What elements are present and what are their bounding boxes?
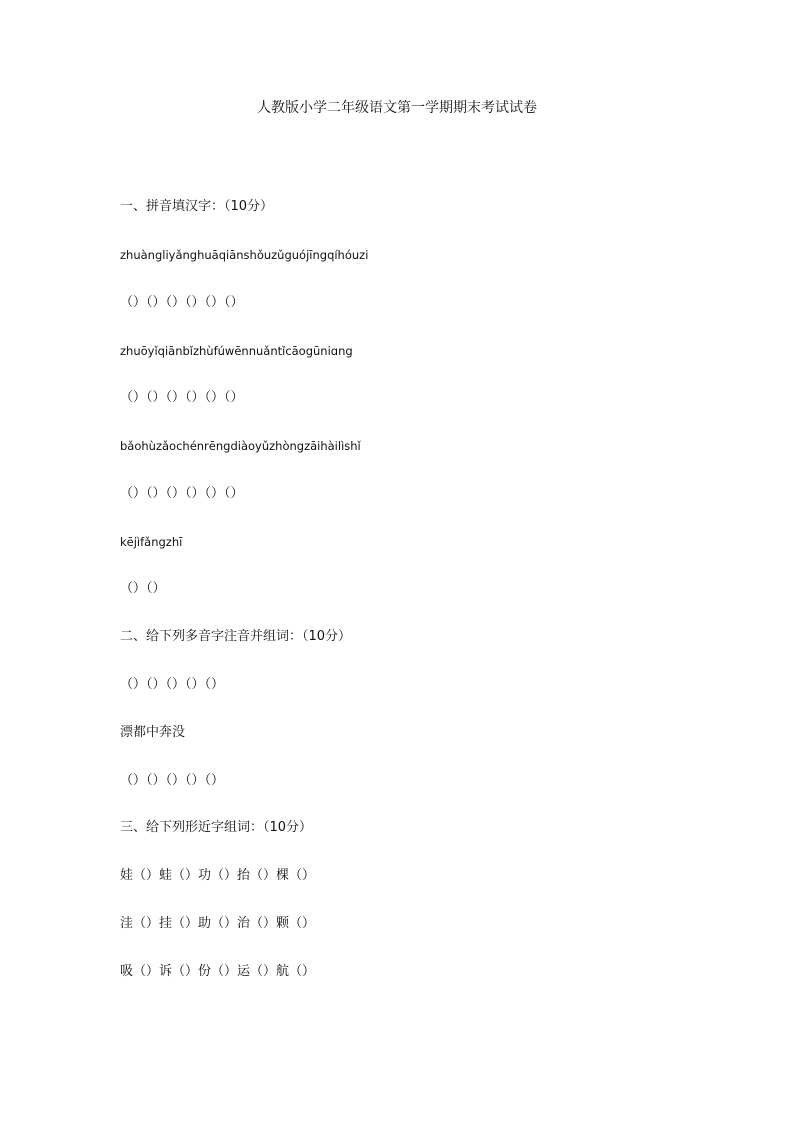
section-3-heading: 三、给下列形近字组词：（10分） <box>120 820 313 835</box>
blanks-line-2: （）（）（）（）（）（） <box>120 390 244 405</box>
polyphone-blanks-bottom: （）（）（）（）（） <box>120 773 225 788</box>
blanks-line-4: （）（） <box>120 581 166 596</box>
polyphone-characters: 漂都中奔没 <box>120 725 186 740</box>
similar-chars-row-2: 洼（）挂（）助（）治（）颗（） <box>120 916 316 931</box>
pinyin-line-3: bǎohùzǎochénrēngdiàoyǔzhòngzāihàilìshǐ <box>120 439 361 453</box>
pinyin-line-4: kējìfǎngzhī <box>120 535 183 549</box>
exam-title: 人教版小学二年级语文第一学期期末考试试卷 <box>257 100 537 116</box>
similar-chars-row-3: 吸（）诉（）份（）运（）航（） <box>120 964 316 979</box>
blanks-line-1: （）（）（）（）（）（） <box>120 295 244 310</box>
pinyin-line-2: zhuōyǐqiānbǐzhùfúwēnnuǎntǐcāogūniɑng <box>120 344 353 358</box>
similar-chars-row-1: 娃（）蛙（）功（）抬（）棵（） <box>120 868 316 883</box>
polyphone-blanks-top: （）（）（）（）（） <box>120 677 225 692</box>
pinyin-line-1: zhuàngliyǎnghuāqiānshǒuzǔguójīngqíhóuzi <box>120 248 369 262</box>
blanks-line-3: （）（）（）（）（）（） <box>120 486 244 501</box>
section-2-heading: 二、给下列多音字注音并组词：（10分） <box>120 629 352 644</box>
section-1-heading: 一、拼音填汉字：（10分） <box>120 199 274 214</box>
